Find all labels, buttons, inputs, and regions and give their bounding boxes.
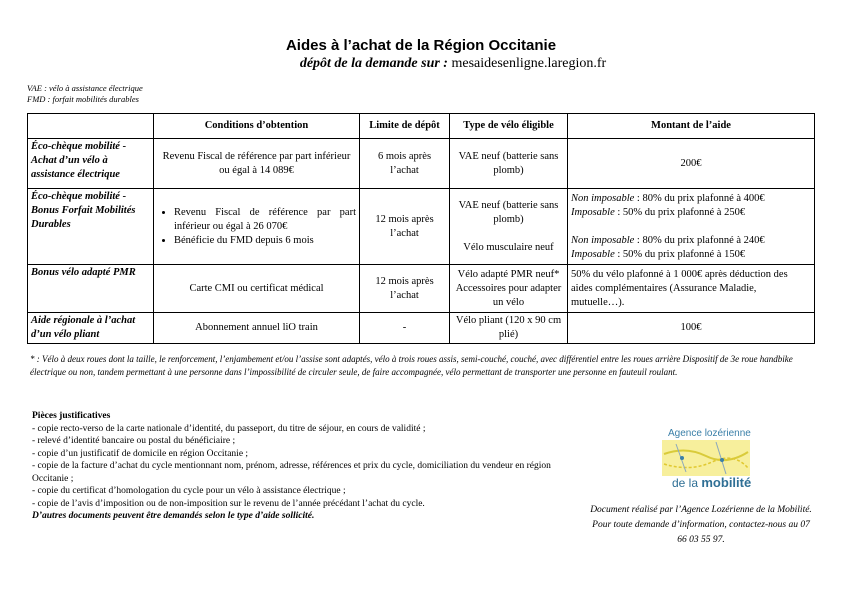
header-bike-type: Type de vélo éligible bbox=[450, 114, 568, 139]
row-name: Aide régionale à l’achat d’un vélo pliant bbox=[28, 313, 154, 344]
required-documents bbox=[32, 410, 552, 523]
logo-top-text: Agence lozérienne bbox=[668, 428, 751, 439]
header-empty bbox=[28, 114, 154, 139]
bike-type-muscular: Vélo musculaire neuf bbox=[463, 241, 554, 253]
abbrev-fmd: FMD : forfait mobilités durables bbox=[27, 94, 139, 104]
subtitle-website: mesaidesenligne.laregion.fr bbox=[451, 56, 607, 71]
abbreviations bbox=[27, 83, 143, 105]
condition-item: • Bénéficie du FMD depuis 6 mois bbox=[174, 234, 356, 248]
bike-type-vae: VAE neuf (batterie sans plomb) bbox=[458, 199, 559, 225]
row-amount: 50% du vélo plafonné à 1 000€ après déduction des aides complémentaires (Assurance Maladie, mutuelle…). bbox=[568, 265, 815, 313]
table-header-row bbox=[28, 114, 815, 139]
row-amount: 100€ bbox=[568, 313, 815, 344]
row-bike-type bbox=[450, 189, 568, 265]
row-bike-type: VAE neuf (batterie sans plomb) bbox=[450, 139, 568, 189]
header-conditions: Conditions d’obtention bbox=[154, 114, 360, 139]
document-item: - copie recto-verso de la carte nationale d’identité, du passeport, du titre de séjour, en cours de validité ; bbox=[32, 423, 426, 434]
amount-text: : 50% du prix plafonné à 150€ bbox=[614, 248, 746, 260]
row-deadline: 12 mois après l’achat bbox=[360, 189, 450, 265]
subtitle-label: dépôt de la demande sur : bbox=[299, 56, 452, 71]
table-row bbox=[28, 189, 815, 265]
row-conditions bbox=[154, 189, 360, 265]
row-amount: 200€ bbox=[568, 139, 815, 189]
amount-text: : 50% du prix plafonné à 250€ bbox=[614, 206, 746, 218]
amount-text: : 80% du prix plafonné à 400€ bbox=[634, 192, 765, 204]
document-item: - copie du certificat d’homologation du cycle pour un vélo à assistance électrique ; bbox=[32, 486, 346, 496]
documents-title: Pièces justificatives bbox=[32, 411, 111, 421]
page-subtitle bbox=[0, 56, 842, 72]
logo-bottom-text bbox=[672, 475, 751, 490]
row-name: Éco-chèque mobilité - Bonus Forfait Mobilités Durables bbox=[28, 189, 154, 265]
table-row bbox=[28, 313, 815, 344]
agency-logo bbox=[656, 424, 756, 500]
logo-small-text: de la bbox=[672, 476, 699, 490]
row-deadline: - bbox=[360, 313, 450, 344]
tax-label: Non imposable bbox=[571, 192, 635, 204]
table-row bbox=[28, 265, 815, 313]
aids-table bbox=[27, 113, 815, 344]
table-row bbox=[28, 139, 815, 189]
logo-big-text: mobilité bbox=[701, 475, 752, 490]
page-title: Aides à l’achat de la Région Occitanie bbox=[285, 37, 557, 54]
document-item: - copie d’un justificatif de domicile en région Occitanie ; bbox=[32, 448, 249, 459]
condition-item: • Revenu Fiscal de référence par part inférieur ou égal à 26 070€ bbox=[174, 206, 356, 234]
row-deadline: 6 mois après l’achat bbox=[360, 139, 450, 189]
footnote: * : Vélo à deux roues dont la taille, le renforcement, l’enjambement et/ou l’assise sont adaptés, vélo à trois roues assis, semi-couché, couché, avec différentiel entre les roues arrière Dispositif de 3e roue handbike électrique ou non, tandem permettant à une personne dans l’impossibilité de circuler seule, de faire accompagnée, vélo permettant de transporter une personne en fauteuil roulant. bbox=[30, 354, 793, 377]
header-deadline: Limite de dépôt bbox=[360, 114, 450, 139]
document-item: - copie de la facture d’achat du cycle mentionnant nom, prénom, adresse, références et prix du cycle, domiciliation du vendeur en région Occitanie ; bbox=[32, 461, 551, 484]
documents-footer: D’autres documents peuvent être demandés selon le type d’aide sollicité. bbox=[32, 511, 315, 521]
row-conditions: Abonnement annuel liO train bbox=[154, 313, 360, 344]
document-item: - relevé d’identité bancaire ou postal du bénéficiaire ; bbox=[32, 436, 236, 446]
header-amount: Montant de l’aide bbox=[568, 114, 815, 139]
row-bike-type: Vélo adapté PMR neuf* Accessoires pour adapter un vélo bbox=[450, 265, 568, 313]
row-bike-type: Vélo pliant (120 x 90 cm plié) bbox=[450, 313, 568, 344]
tax-label: Non imposable bbox=[571, 234, 635, 246]
row-conditions: Revenu Fiscal de référence par part inférieur ou égal à 14 089€ bbox=[154, 139, 360, 189]
row-conditions: Carte CMI ou certificat médical bbox=[154, 265, 360, 313]
amount-text: : 80% du prix plafonné à 240€ bbox=[634, 234, 765, 246]
row-name: Éco-chèque mobilité - Achat d’un vélo à assistance électrique bbox=[28, 139, 154, 189]
tax-label: Imposable bbox=[571, 206, 615, 218]
row-deadline: 12 mois après l’achat bbox=[360, 265, 450, 313]
tax-label: Imposable bbox=[571, 248, 615, 260]
document-item: - copie de l’avis d’imposition ou de non-imposition sur le revenu de l’année précédant l’achat du cycle. bbox=[32, 498, 425, 509]
row-amount bbox=[568, 189, 815, 265]
abbrev-vae: VAE : vélo à assistance électrique bbox=[27, 83, 143, 93]
row-name: Bonus vélo adapté PMR bbox=[28, 265, 154, 313]
credit-note: Document réalisé par l’Agence Lozérienne de la Mobilité. Pour toute demande d’information, contactez-nous au 07 66 03 55 97. bbox=[590, 505, 812, 545]
